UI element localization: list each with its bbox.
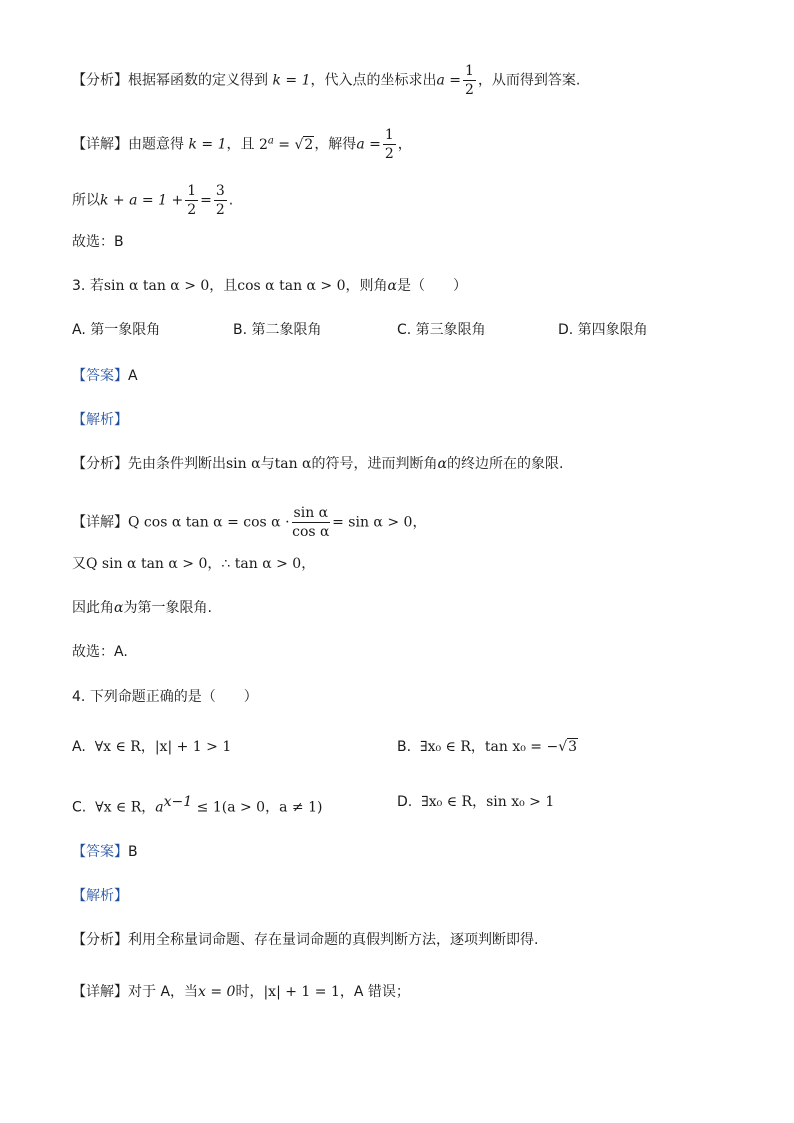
text: ，从而得到答案. xyxy=(477,72,581,89)
text: ， xyxy=(207,556,222,572)
q3-detail-2 xyxy=(72,554,315,574)
q4-analysis-heading xyxy=(72,886,128,906)
text: 若 xyxy=(89,278,104,294)
q3-detail-3 xyxy=(72,598,212,618)
analysis-tag: 【分析】 xyxy=(72,932,128,948)
q4-option-d: D. ∃x₀ ∈ R，sin x₀ > 1 xyxy=(397,794,555,810)
q4-option-a: A. ∀x ∈ R，|x| + 1 > 1 xyxy=(72,739,232,755)
math: = sin α > 0 xyxy=(332,514,413,531)
math: Q cos α tan α = cos α · xyxy=(128,514,290,531)
math: sin α tan α > 0 xyxy=(103,278,210,294)
q3-analysis xyxy=(72,454,563,474)
q3-detail-1 xyxy=(72,504,426,541)
text: 的符号，进而判断角 xyxy=(311,456,438,472)
text: 对于 A，当 xyxy=(128,984,199,1000)
answer-select: 故选：B xyxy=(72,234,124,250)
text: 由题意得 xyxy=(128,136,184,153)
math: Q sin α tan α > 0 xyxy=(86,556,208,572)
q3-option-d: D. 第四象限角 xyxy=(558,322,648,338)
q3-answer xyxy=(72,366,138,386)
detail-tag: 【详解】 xyxy=(72,136,128,153)
math: k = 1 xyxy=(188,136,227,153)
text: ，且 xyxy=(226,136,255,153)
text: . xyxy=(228,192,234,209)
math: k + a = 1 + xyxy=(100,192,184,209)
text: ， xyxy=(412,514,427,531)
text: 时， xyxy=(235,984,264,1000)
detail-tag: 【详解】 xyxy=(72,514,128,531)
text: ，代入点的坐标求出 xyxy=(310,72,437,89)
text: 利用全称量词命题、存在量词命题的真假判断方法，逐项判断即得. xyxy=(128,932,539,948)
analysis-tag: 【分析】 xyxy=(72,456,128,472)
q3-option-c: C. 第三象限角 xyxy=(397,322,486,338)
q3-option-b: B. 第二象限角 xyxy=(233,322,322,338)
math: tan α xyxy=(274,456,312,472)
math: cos α tan α > 0 xyxy=(237,278,346,294)
answer-value: A xyxy=(128,368,138,384)
text: ，解得 xyxy=(314,136,357,153)
text: ， xyxy=(397,136,412,153)
q4-detail xyxy=(72,982,410,1002)
math: α xyxy=(387,278,397,294)
q4-option-c: C. ∀x ∈ R，$a^{x-1} \le 1(a > 0$，a ≠ 1) xyxy=(72,794,323,816)
question-4 xyxy=(72,687,258,707)
math: a = xyxy=(436,72,462,89)
text: 与 xyxy=(260,456,275,472)
answer-value: B xyxy=(128,844,138,860)
text: 为第一象限角. xyxy=(123,600,212,616)
text: ，则角 xyxy=(345,278,388,294)
math: x = 0 xyxy=(198,984,236,1000)
fraction: $\frac{1}{2}$ xyxy=(187,183,197,218)
question-3 xyxy=(72,276,467,296)
fraction: $\frac{1}{2}$ xyxy=(384,127,394,162)
detail-line-1 xyxy=(72,126,412,163)
math: a = xyxy=(356,136,381,153)
fraction: $\frac{1}{2}$ xyxy=(465,63,474,98)
analysis-heading-tag: 【解析】 xyxy=(72,888,128,904)
math: ∴ tan α > 0 xyxy=(221,556,302,572)
text: 是（ ） xyxy=(397,278,467,294)
math: $2^a = √2$ xyxy=(258,134,314,153)
answer-tag: 【答案】 xyxy=(72,368,128,384)
text: ，A 错误； xyxy=(339,984,410,1000)
fraction: $\frac{3}{2}$ xyxy=(215,183,225,218)
text: 下列命题正确的是（ ） xyxy=(89,689,258,705)
math: sin α xyxy=(226,456,261,472)
math: |x| + 1 = 1 xyxy=(263,984,340,1000)
detail-tag: 【详解】 xyxy=(72,984,128,1000)
detail-line-2 xyxy=(72,182,233,219)
question-number: 4. xyxy=(72,689,86,705)
analysis-tag: 【分析】 xyxy=(72,72,128,89)
q3-option-a: A. 第一象限角 xyxy=(72,322,161,338)
text: ， xyxy=(301,556,316,572)
q4-analysis xyxy=(72,930,538,950)
question-number: 3. xyxy=(72,278,86,294)
analysis-heading-tag: 【解析】 xyxy=(72,412,128,428)
text: 先由条件判断出 xyxy=(128,456,226,472)
text: 所以 xyxy=(72,192,100,209)
math: α xyxy=(437,456,447,472)
q4-answer xyxy=(72,842,138,862)
text: 的终边所在的象限. xyxy=(446,456,564,472)
text: 又 xyxy=(72,556,86,572)
q3-analysis-heading xyxy=(72,410,128,430)
q3-select: 故选：A. xyxy=(72,644,128,660)
text: ，且 xyxy=(209,278,238,294)
math: = xyxy=(200,192,212,209)
fraction: $\frac{\text{sin α}}{\text{cos α}}$ xyxy=(292,505,330,540)
analysis-line-1 xyxy=(72,62,580,99)
q4-option-b: B. ∃x₀ ∈ R，tan x₀ = −√3 xyxy=(397,739,578,755)
text: 因此角 xyxy=(72,600,114,616)
math: k = 1 xyxy=(272,72,311,89)
answer-tag: 【答案】 xyxy=(72,844,128,860)
math: α xyxy=(114,600,124,616)
text: 根据幂函数的定义得到 xyxy=(128,72,268,89)
